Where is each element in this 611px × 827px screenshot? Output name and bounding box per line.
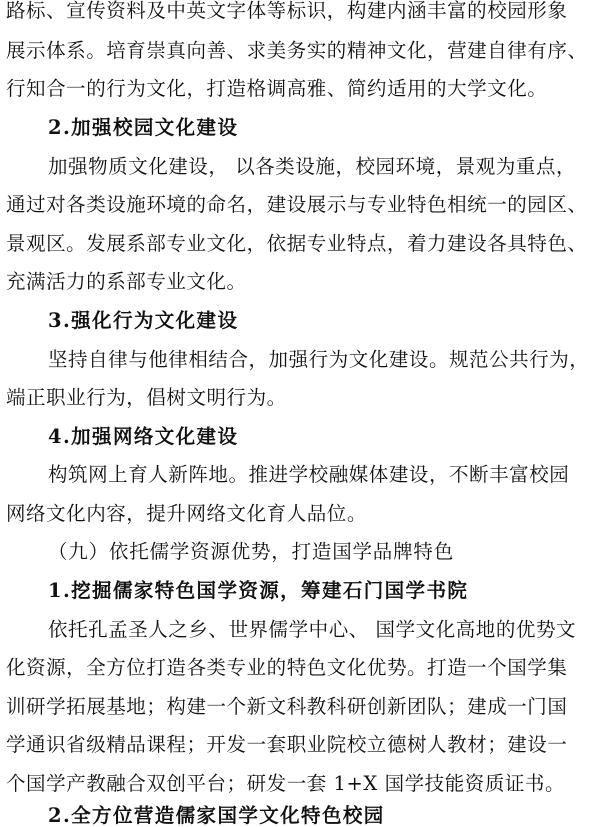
- body-text-line: 网络文化内容，提升网络文化育人品位。: [6, 502, 367, 525]
- section-heading-2: 2.加强校园文化建设: [48, 116, 239, 139]
- section-heading-2b: 2.全方位营造儒家国学文化特色校园: [48, 804, 385, 827]
- body-text-line: 学通识省级精品课程；开发一套职业院校立德树人教材；建设一: [6, 733, 568, 756]
- body-text-line: 训研学拓展基地；构建一个新文科教科研创新团队；建成一门国: [6, 695, 568, 718]
- body-text-line: 景观区。发展系部专业文化，依据专业特点，着力建设各具特色、: [6, 232, 588, 255]
- section-heading-3: 3.强化行为文化建设: [48, 309, 239, 332]
- body-text-line: 充满活力的系部专业文化。: [6, 270, 247, 293]
- body-text-line: 端正职业行为，倡树文明行为。: [6, 386, 287, 409]
- body-text-line: 个国学产教融合双创平台；研发一套 1+X 国学技能资质证书。: [6, 772, 566, 795]
- body-text-line: 依托孔孟圣人之乡、世界儒学中心、 国学文化高地的优势文: [48, 618, 577, 641]
- body-text-line: 化资源，全方位打造各类专业的特色文化优势。打造一个国学集: [6, 656, 568, 679]
- body-text-line: 通过对各类设施环境的命名，建设展示与专业特色相统一的园区、: [6, 193, 588, 216]
- body-text-line: 构筑网上育人新阵地。推进学校融媒体建设，不断丰富校园: [48, 463, 570, 486]
- body-text-line: 展示体系。培育崇真向善、求美务实的精神文化，营建自律有序、: [6, 39, 588, 62]
- body-text-line: 加强物质文化建设， 以各类设施，校园环境，景观为重点，: [48, 155, 577, 178]
- section-heading-4: 4.加强网络文化建设: [48, 425, 239, 448]
- body-text-line: 路标、宣传资料及中英文字体等标识，构建内涵丰富的校园形象: [6, 0, 568, 22]
- body-text-line: 坚持自律与他律相结合，加强行为文化建设。规范公共行为，: [48, 348, 590, 371]
- body-text-line: 行知合一的行为文化，打造格调高雅、简约适用的大学文化。: [6, 77, 548, 100]
- chapter-heading-9: （九）依托儒学资源优势，打造国学品牌特色: [48, 540, 455, 563]
- section-heading-1: 1.挖掘儒家特色国学资源，筹建石门国学书院: [48, 579, 469, 602]
